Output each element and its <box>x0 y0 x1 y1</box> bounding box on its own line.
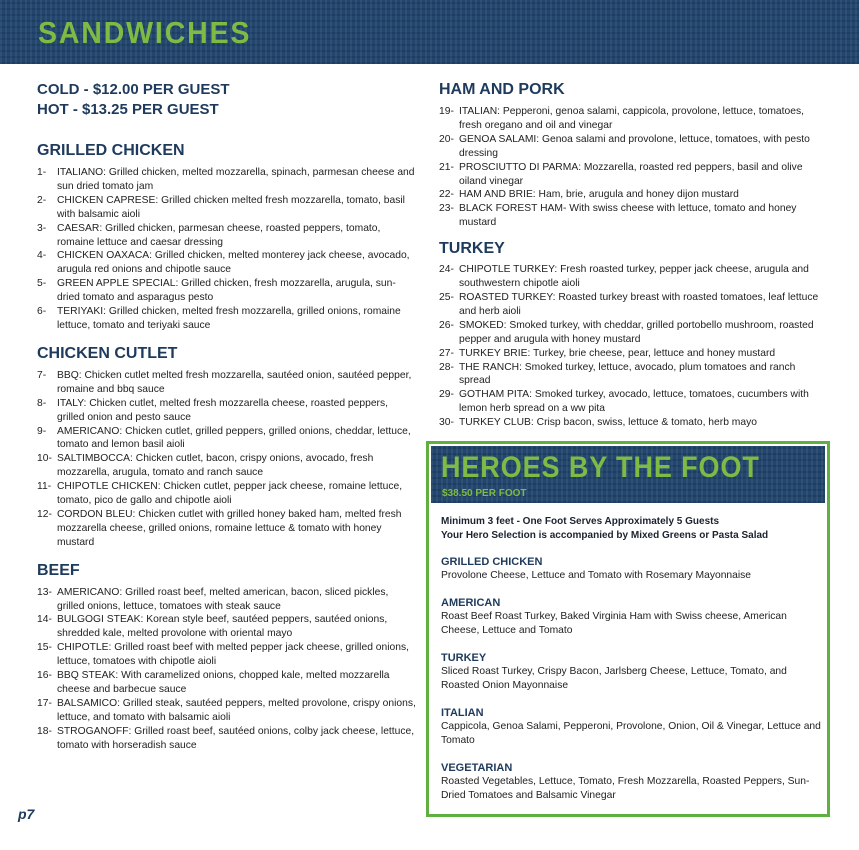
price-hot: HOT - $13.25 PER GUEST <box>37 101 219 118</box>
menu-item <box>37 697 417 725</box>
menu-item-text: TURKEY BRIE: Turkey, brie cheese, pear, lettuce and honey mustard <box>459 347 776 359</box>
menu-item-text: CHICKEN CAPRESE: Grilled chicken melted fresh mozzarella, tomato, basil with balsamic aioli <box>57 194 405 220</box>
header-banner <box>0 0 859 64</box>
menu-item-text: BBQ: Chicken cutlet melted fresh mozzarella, sautéed onion, sautéed pepper, romaine and bbq sauce <box>57 369 412 395</box>
page-title: SANDWICHES <box>38 15 252 50</box>
menu-item-number: 5- <box>37 278 47 290</box>
hero-section-text: Sliced Roast Turkey, Crispy Bacon, Jarlsberg Cheese, Lettuce, Tomato, and Roasted Onion Mayonnaise <box>441 666 787 691</box>
menu-item-text: BULGOGI STEAK: Korean style beef, sautéed peppers, sautéed onions, shredded kale, melted provolone with oriental mayo <box>57 614 388 640</box>
section-title-ham-pork: HAM AND PORK <box>439 81 565 98</box>
menu-item <box>439 388 819 416</box>
menu-item-number: 12- <box>37 508 52 520</box>
menu-item-text: THE RANCH: Smoked turkey, lettuce, avocado, plum tomatoes and ranch spread <box>459 361 796 387</box>
menu-item-number: 29- <box>439 389 454 401</box>
menu-item-number: 15- <box>37 642 52 654</box>
hero-section-text: Provolone Cheese, Lettuce and Tomato with Rosemary Mayonnaise <box>441 570 752 581</box>
menu-item <box>439 291 819 319</box>
menu-item <box>37 277 417 305</box>
menu-item-text: ROASTED TURKEY: Roasted turkey breast with roasted tomatoes, leaf lettuce and herb aioli <box>459 291 819 317</box>
menu-item-text: HAM AND BRIE: Ham, brie, arugula and honey dijon mustard <box>459 189 739 201</box>
menu-item-text: CHICKEN OAXACA: Grilled chicken, melted monterey jack cheese, avocado, arugula red onions and chipotle sauce <box>57 250 410 276</box>
menu-item-number: 13- <box>37 586 52 598</box>
menu-item-text: ITALIANO: Grilled chicken, melted mozzarella, spinach, parmesan cheese and sun dried tomato jam <box>57 167 415 192</box>
menu-item-number: 16- <box>37 670 52 682</box>
menu-item-text: BBQ STEAK: With caramelized onions, chopped kale, melted mozzarella cheese and barbecue sauce <box>57 670 390 695</box>
menu-item <box>37 480 417 508</box>
menu-item-text: GOTHAM PITA: Smoked turkey, avocado, lettuce, tomatoes, cucumbers with lemon herb spread on a ww pita <box>459 389 809 415</box>
menu-item <box>37 194 417 222</box>
left-column <box>37 80 417 753</box>
list-ham-pork <box>439 105 819 230</box>
hero-section-title: ITALIAN <box>441 707 484 719</box>
menu-item-text: CHIPOTLE CHICKEN: Chicken cutlet, pepper jack cheese, romaine lettuce, tomato, pico de gallo and chipotle aioli <box>57 481 403 507</box>
heroes-price: $38.50 PER FOOT <box>442 488 527 499</box>
menu-item-number: 18- <box>37 725 52 737</box>
menu-item <box>37 613 417 641</box>
menu-item <box>37 369 417 397</box>
menu-item <box>439 263 819 291</box>
list-turkey <box>439 263 819 430</box>
menu-item-number: 28- <box>439 361 454 373</box>
section-title-grilled-chicken: GRILLED CHICKEN <box>37 142 185 159</box>
menu-item-text: AMERICANO: Chicken cutlet, grilled peppers, grilled onions, cheddar, lettuce, tomato and lemon basil aioli <box>57 425 411 451</box>
menu-item-text: ITALY: Chicken cutlet, melted fresh mozzarella cheese, roasted peppers, grilled onion and pesto sauce <box>57 397 388 423</box>
section-title-beef: BEEF <box>37 561 80 579</box>
menu-item-text: BLACK FOREST HAM- With swiss cheese with lettuce, tomato and honey mustard <box>459 203 797 229</box>
menu-item-text: TURKEY CLUB: Crisp bacon, swiss, lettuce & tomato, herb mayo <box>459 417 757 429</box>
menu-item-text: CHIPOTLE TURKEY: Fresh roasted turkey, pepper jack cheese, arugula and southwestern chipotle aioli <box>459 264 809 290</box>
menu-item-text: TERIYAKI: Grilled chicken, melted fresh mozzarella, grilled onions, romaine lettuce, tomato and teriyaki sauce <box>57 306 401 331</box>
menu-item-number: 19- <box>439 106 454 117</box>
menu-item-text: CORDON BLEU: Chicken cutlet with grilled honey baked ham, melted fresh mozzarella cheese, grilled onions, romaine lettuce & tomato with honey mustard <box>57 508 402 548</box>
heroes-sections <box>441 555 821 803</box>
heroes-intro-line-2: Your Hero Selection is accompanied by Mixed Greens or Pasta Salad <box>441 530 769 541</box>
heroes-intro <box>441 515 821 543</box>
menu-item-number: 26- <box>439 319 454 331</box>
menu-item <box>439 133 819 161</box>
menu-item <box>439 347 819 361</box>
menu-item-number: 22- <box>439 189 454 201</box>
section-title-turkey: TURKEY <box>439 240 505 258</box>
menu-item <box>37 586 417 614</box>
menu-item <box>37 249 417 277</box>
menu-item <box>439 202 819 230</box>
hero-section-text: Roasted Vegetables, Lettuce, Tomato, Fresh Mozzarella, Roasted Peppers, Sun-Dried Tomatoes and Balsamic Vinegar <box>441 776 810 801</box>
menu-item-text: CHIPOTLE: Grilled roast beef with melted pepper jack cheese, grilled onions, lettuce, tomatoes with chipotle aioli <box>57 642 409 668</box>
menu-item-number: 17- <box>37 697 52 709</box>
menu-item-number: 3- <box>37 222 47 234</box>
menu-item-text: CAESAR: Grilled chicken, parmesan cheese, roasted peppers, tomato, romaine lettuce and caesar dressing <box>57 222 381 248</box>
hero-section <box>441 761 821 803</box>
section-title-chicken-cutlet: CHICKEN CUTLET <box>37 344 178 362</box>
hero-section <box>441 596 821 638</box>
heroes-title: HEROES BY THE FOOT <box>441 451 760 484</box>
hero-section-text: Roast Beef Roast Turkey, Baked Virginia Ham with Swiss cheese, American Cheese, Lettuce and Tomato <box>441 611 787 636</box>
menu-item-text: GENOA SALAMI: Genoa salami and provolone, lettuce, tomatoes, with pesto dressing <box>459 133 810 159</box>
list-beef <box>37 586 417 753</box>
menu-item-text: AMERICANO: Grilled roast beef, melted american, bacon, sliced pickles, grilled onions, lettuce, tomatoes with steak sauce <box>57 586 389 612</box>
menu-item <box>37 166 417 194</box>
menu-item <box>37 222 417 250</box>
hero-section-title: VEGETARIAN <box>441 762 513 774</box>
menu-item-number: 11- <box>37 481 52 493</box>
page-number: p7 <box>18 806 35 822</box>
heroes-banner <box>431 446 825 503</box>
menu-item-text: ITALIAN: Pepperoni, genoa salami, cappicola, provolone, lettuce, tomatoes, fresh oregano and oil and vinegar <box>459 106 804 131</box>
right-column <box>439 80 819 430</box>
menu-item-number: 10- <box>37 453 52 465</box>
list-grilled-chicken <box>37 166 417 333</box>
menu-item <box>439 319 819 347</box>
menu-item-number: 23- <box>439 203 454 215</box>
menu-item-number: 4- <box>37 250 47 262</box>
menu-item <box>37 397 417 425</box>
menu-item-text: GREEN APPLE SPECIAL: Grilled chicken, fresh mozzarella, arugula, sun-dried tomato and asparagus pesto <box>57 278 396 304</box>
list-chicken-cutlet <box>37 369 417 550</box>
menu-item-text: BALSAMICO: Grilled steak, sautéed peppers, melted provolone, crispy onions, lettuce, and tomato with balsamic aioli <box>57 697 416 723</box>
menu-item-text: SALTIMBOCCA: Chicken cutlet, bacon, crispy onions, avocado, fresh mozzarella, arugula, tomato and ranch sauce <box>57 453 374 479</box>
menu-item <box>37 508 417 550</box>
menu-item <box>37 725 417 753</box>
hero-section-title: TURKEY <box>441 652 487 664</box>
menu-item-text: STROGANOFF: Grilled roast beef, sautéed onions, colby jack cheese, lettuce, tomato with horseradish sauce <box>57 725 415 751</box>
hero-section <box>441 651 821 693</box>
hero-section-title: GRILLED CHICKEN <box>441 556 543 568</box>
heroes-body <box>441 515 821 816</box>
price-cold: COLD - $12.00 PER GUEST <box>37 81 230 98</box>
menu-item-number: 7- <box>37 369 47 381</box>
menu-item-number: 14- <box>37 614 52 626</box>
menu-item <box>439 161 819 189</box>
menu-item-number: 30- <box>439 417 454 429</box>
menu-item-text: SMOKED: Smoked turkey, with cheddar, grilled portobello mushroom, roasted pepper and arugula with honey mustard <box>459 319 814 345</box>
menu-item-number: 24- <box>439 264 454 276</box>
heroes-panel <box>426 441 830 817</box>
menu-item <box>37 305 417 333</box>
menu-item <box>439 188 819 202</box>
menu-item <box>439 416 819 430</box>
menu-item-number: 1- <box>37 167 47 178</box>
menu-item-number: 20- <box>439 133 454 145</box>
menu-item <box>37 641 417 669</box>
hero-section <box>441 706 821 748</box>
menu-item-number: 6- <box>37 306 47 318</box>
menu-item <box>37 452 417 480</box>
menu-item <box>37 425 417 453</box>
menu-item <box>439 105 819 133</box>
menu-item-number: 2- <box>37 194 47 206</box>
menu-item <box>439 361 819 389</box>
menu-item-number: 9- <box>37 425 47 437</box>
menu-item-number: 8- <box>37 397 47 409</box>
menu-item-number: 27- <box>439 347 454 359</box>
menu-item <box>37 669 417 697</box>
hero-section <box>441 555 821 583</box>
menu-item-text: PROSCIUTTO DI PARMA: Mozzarella, roasted red peppers, basil and olive oiland vinegar <box>459 161 803 187</box>
menu-item-number: 21- <box>439 161 454 173</box>
heroes-intro-line-1: Minimum 3 feet - One Foot Serves Approximately 5 Guests <box>441 516 720 527</box>
hero-section-title: AMERICAN <box>441 597 501 609</box>
menu-item-number: 25- <box>439 291 454 303</box>
hero-section-text: Cappicola, Genoa Salami, Pepperoni, Provolone, Onion, Oil & Vinegar, Lettuce and Tomato <box>441 721 821 746</box>
